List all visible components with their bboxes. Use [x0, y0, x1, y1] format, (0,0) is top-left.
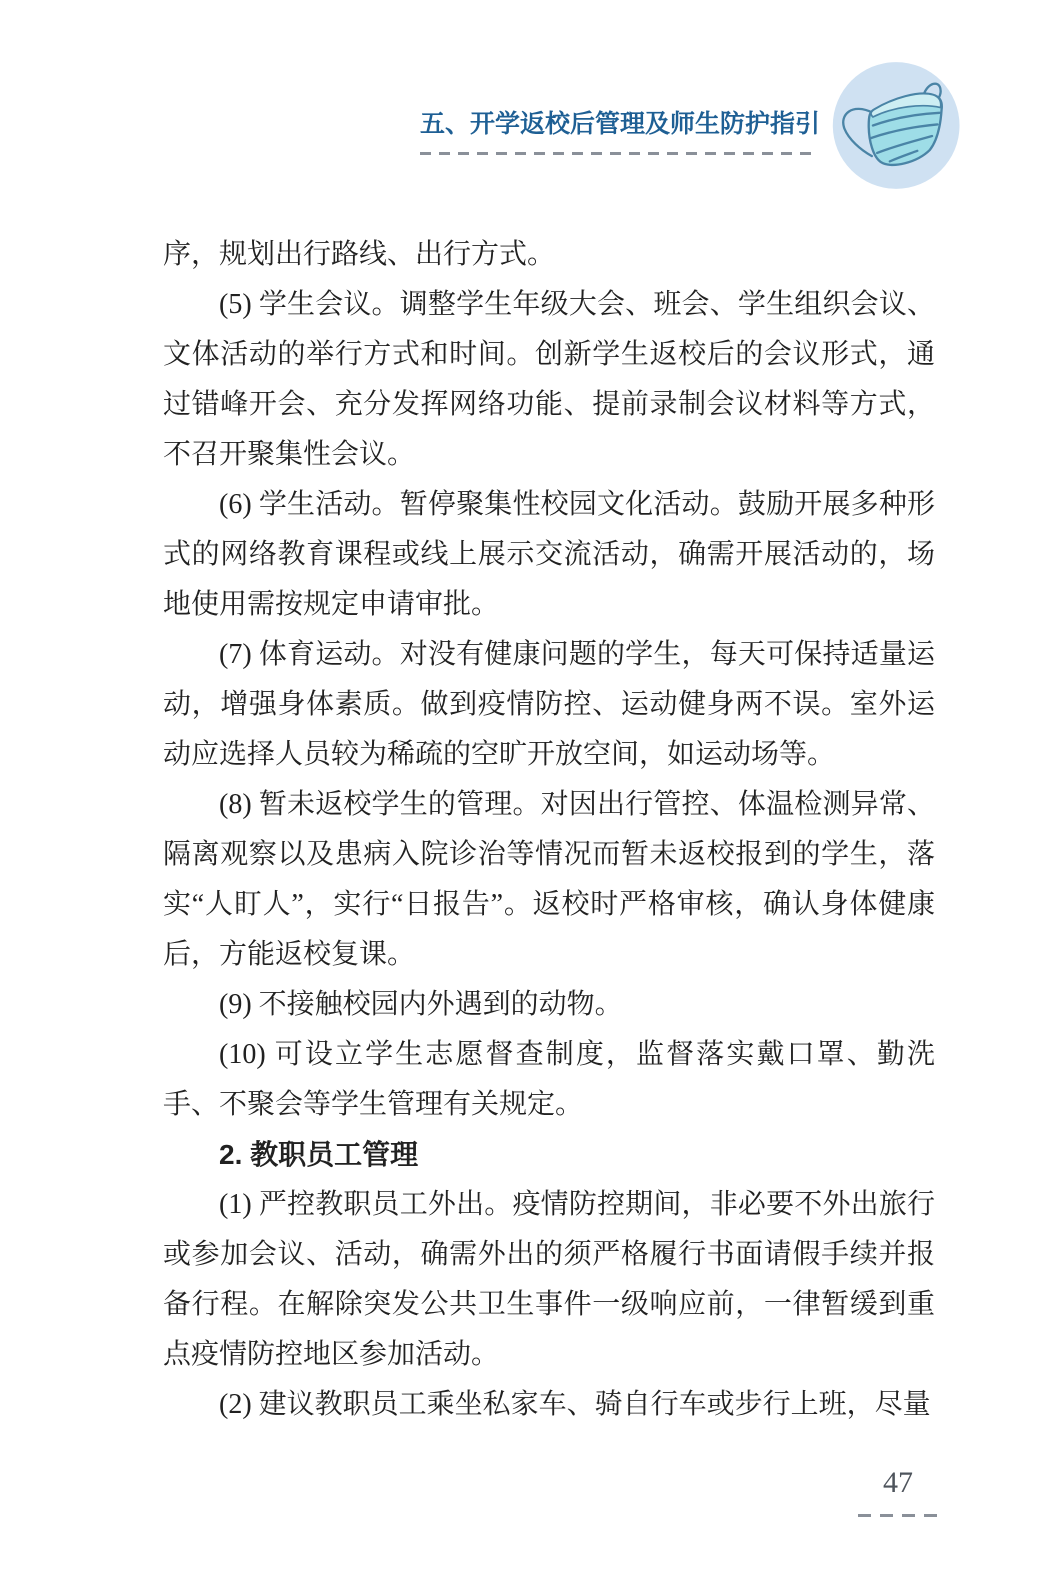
- section-heading: 2. 教职员工管理: [219, 1139, 419, 1170]
- chapter-title: 五、开学返校后管理及师生防护指引: [420, 110, 821, 138]
- paragraph: (7) 体育运动。对没有健康问题的学生，每天可保持适量运动，增强身体素质。做到疫情防控、运动健身两不误。室外运动应选择人员较为稀疏的空旷开放空间，如运动场等。: [163, 639, 935, 770]
- paragraph: (1) 严控教职员工外出。疫情防控期间，非必要不外出旅行或参加会议、活动，确需外出的须严格履行书面请假手续并报备行程。在解除突发公共卫生事件一级响应前，一律暂缓到重点疫情防控地区参加活动。: [163, 1189, 935, 1370]
- paragraph: (9) 不接触校园内外遇到的动物。: [219, 989, 623, 1020]
- paragraph: 序，规划出行路线、出行方式。: [163, 239, 556, 270]
- paragraph: (5) 学生会议。调整学生年级大会、班会、学生组织会议、文体活动的举行方式和时间。创新学生返校后的会议形式，通过错峰开会、充分发挥网络功能、提前录制会议材料等方式，不召开聚集性会议。: [163, 289, 935, 470]
- title-underline-dashes: [420, 152, 813, 155]
- face-mask-icon: [812, 60, 974, 192]
- page-number: 47: [883, 1466, 913, 1499]
- paragraph: (10) 可设立学生志愿督查制度，监督落实戴口罩、勤洗手、不聚会等学生管理有关规定。: [163, 1039, 935, 1120]
- paragraph: (8) 暂未返校学生的管理。对因出行管控、体温检测异常、隔离观察以及患病入院诊治等情况而暂未返校报到的学生，落实“人盯人”，实行“日报告”。返校时严格审核，确认身体健康后，方能返校复课。: [163, 789, 935, 970]
- paragraph: (6) 学生活动。暂停聚集性校园文化活动。鼓励开展多种形式的网络教育课程或线上展示交流活动，确需开展活动的，场地使用需按规定申请审批。: [163, 489, 935, 620]
- document-body: [163, 230, 935, 1430]
- footer-dashes: [858, 1514, 937, 1517]
- paragraph: (2) 建议教职员工乘坐私家车、骑自行车或步行上班，尽量: [219, 1389, 931, 1420]
